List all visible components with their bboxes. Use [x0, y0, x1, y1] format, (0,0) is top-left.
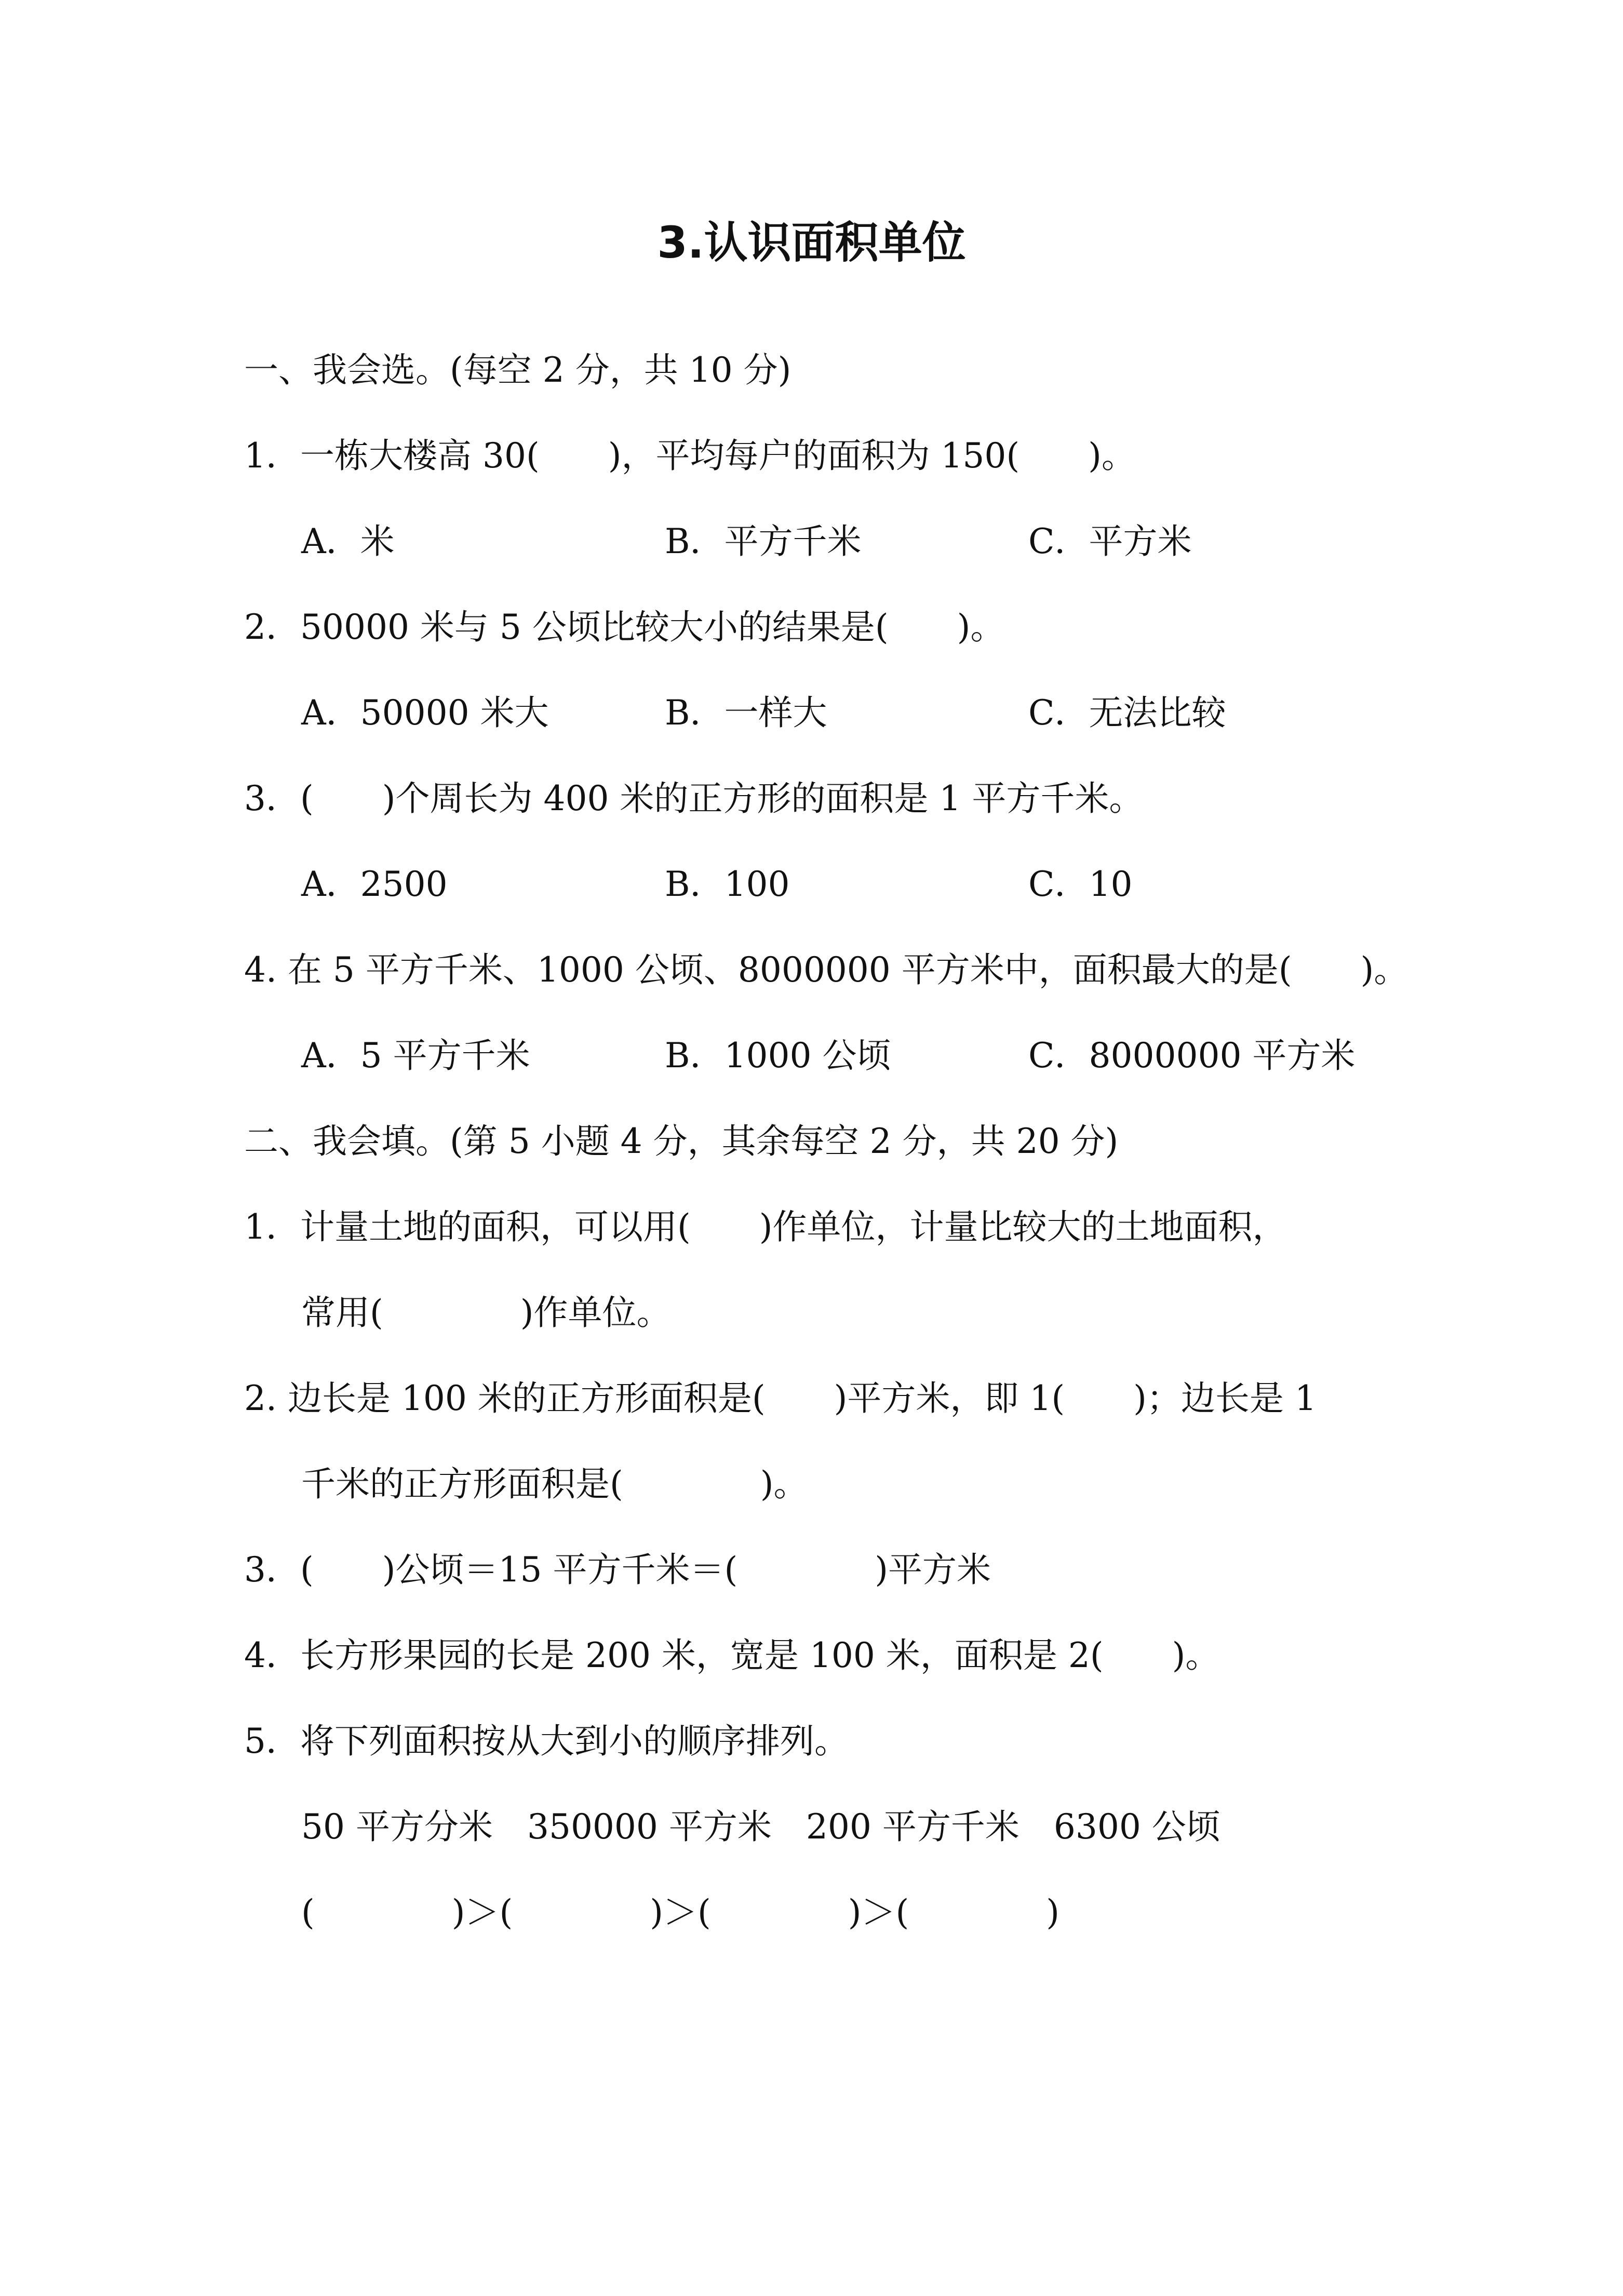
- s2-q5-items: 50 平方分米 350000 平方米 200 平方千米 6300 公顷: [301, 1807, 1220, 1847]
- option-b[interactable]: B．一样大: [665, 693, 827, 733]
- option-c[interactable]: C．无法比较: [1028, 693, 1226, 733]
- s1-question-3: 3．( )个周长为 400 米的正方形的面积是 1 平方千米。: [244, 778, 1144, 818]
- option-a[interactable]: A．5 平方千米: [301, 1036, 530, 1076]
- page-title: 3.认识面积单位: [657, 217, 966, 268]
- s2-question-2-line1: 2. 边长是 100 米的正方形面积是( )平方米，即 1( )；边长是 1: [244, 1378, 1317, 1418]
- option-a[interactable]: A．米: [301, 521, 395, 561]
- s2-question-3: 3．( )公顷＝15 平方千米＝( )平方米: [244, 1550, 991, 1590]
- option-c[interactable]: C．平方米: [1028, 521, 1192, 561]
- option-c[interactable]: C．10: [1028, 864, 1133, 904]
- section1-heading: 一、我会选。(每空 2 分，共 10 分): [244, 350, 792, 390]
- s1-question-1: 1．一栋大楼高 30( )，平均每户的面积为 150( )。: [244, 436, 1136, 476]
- s1-question-2: 2．50000 米与 5 公顷比较大小的结果是( )。: [244, 607, 1005, 647]
- s2-question-5: 5．将下列面积按从大到小的顺序排列。: [244, 1721, 849, 1761]
- option-b[interactable]: B．100: [665, 864, 790, 904]
- s2-question-1-line1: 1．计量土地的面积，可以用( )作单位，计量比较大的土地面积，: [244, 1207, 1287, 1247]
- section2-heading: 二、我会填。(第 5 小题 4 分，其余每空 2 分，共 20 分): [244, 1121, 1119, 1161]
- s2-q5-answer-blanks[interactable]: ( )＞( )＞( )＞( ): [301, 1892, 1059, 1932]
- s2-question-2-line2: 千米的正方形面积是( )。: [301, 1464, 808, 1504]
- option-a[interactable]: A．2500: [301, 864, 448, 904]
- option-b[interactable]: B．平方千米: [665, 521, 862, 561]
- option-c[interactable]: C．8000000 平方米: [1028, 1036, 1356, 1076]
- s2-question-1-line2: 常用( )作单位。: [301, 1293, 671, 1333]
- option-a[interactable]: A．50000 米大: [301, 693, 549, 733]
- s2-question-4: 4．长方形果园的长是 200 米，宽是 100 米，面积是 2( )。: [244, 1635, 1220, 1675]
- option-b[interactable]: B．1000 公顷: [665, 1036, 891, 1076]
- s1-question-4: 4. 在 5 平方千米、1000 公顷、8000000 平方米中，面积最大的是( )。: [244, 950, 1409, 990]
